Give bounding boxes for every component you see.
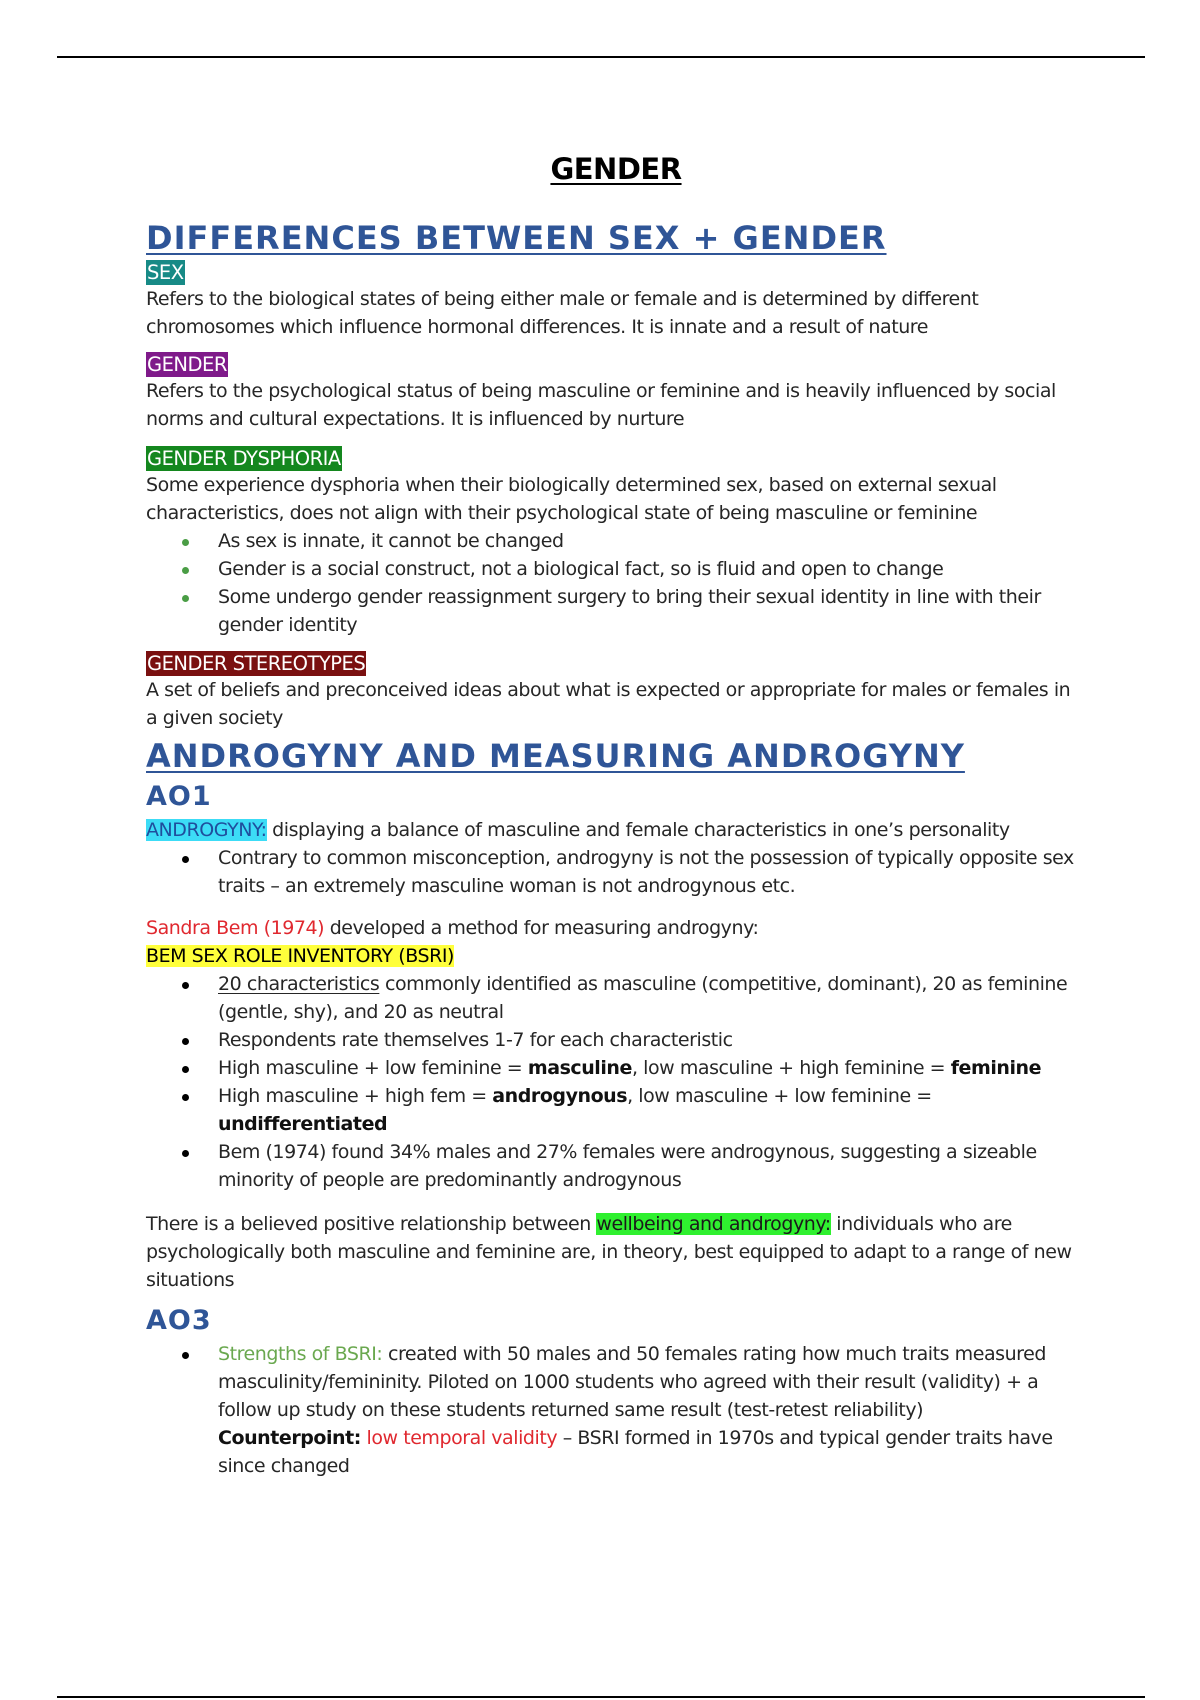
sex-definition: Refers to the biological states of being either male or female and is determined by different chromosomes which influence hormonal differences. It is innate and a result of nature xyxy=(146,288,979,338)
bsri-bullets xyxy=(146,970,1086,1194)
androgyny-term: ANDROGYNY: xyxy=(146,819,267,841)
strength-label: Strengths of BSRI: xyxy=(218,1343,383,1365)
label-gender: GENDER xyxy=(147,353,227,376)
bullet-icon xyxy=(182,856,189,863)
dysphoria-definition: Some experience dysphoria when their biologically determined sex, based on external sexual characteristics, does not align with their psychological state of being masculine or feminine xyxy=(146,474,997,524)
bsri-label-line xyxy=(146,942,1086,970)
label-gender-stereotypes: GENDER STEREOTYPES xyxy=(147,652,366,675)
list-item: 20 characteristics commonly identified as masculine (competitive, dominant), 20 as feminine (gentle, shy), and 20 as neutral xyxy=(146,970,1086,1026)
bullet-icon xyxy=(182,539,189,546)
document-title: GENDER xyxy=(550,152,682,186)
androgyny-bullets xyxy=(146,844,1086,900)
list-item: Gender is a social construct, not a biological fact, so is fluid and open to change xyxy=(146,555,1086,583)
bullet-icon xyxy=(182,1066,189,1073)
researcher-name: Sandra Bem (1974) xyxy=(146,917,325,939)
androgyny-definition: ANDROGYNY: displaying a balance of masculine and female characteristics in one’s personality xyxy=(146,819,1010,841)
list-item: High masculine + low feminine = masculine, low masculine + high feminine = feminine xyxy=(146,1054,1086,1082)
heading-differences: DIFFERENCES BETWEEN SEX + GENDER xyxy=(146,219,887,257)
bem-intro: Sandra Bem (1974) developed a method for measuring androgyny: xyxy=(146,917,759,939)
bullet-icon xyxy=(182,982,189,989)
list-item: High masculine + high fem = androgynous, low masculine + low feminine = undifferentiated xyxy=(146,1082,1086,1138)
bullet-icon xyxy=(182,1150,189,1157)
label-gender-dysphoria: GENDER DYSPHORIA xyxy=(147,447,341,470)
bullet-icon xyxy=(182,1352,189,1359)
top-rule xyxy=(57,56,1145,58)
bottom-rule xyxy=(57,1696,1145,1698)
gender-definition: Refers to the psychological status of being masculine or feminine and is heavily influenced by social norms and cultural expectations. It is influenced by nurture xyxy=(146,380,1056,430)
label-sex: SEX xyxy=(147,261,184,284)
wellbeing-paragraph: There is a believed positive relationship between wellbeing and androgyny: individuals who are psychologically both masculine and feminine are, in theory, best equipped to adapt to a range of new situations xyxy=(146,1213,1072,1291)
stereotypes-definition: A set of beliefs and preconceived ideas about what is expected or appropriate for males or females in a given society xyxy=(146,679,1071,729)
dysphoria-bullets xyxy=(146,527,1086,639)
list-item: Contrary to common misconception, androgyny is not the possession of typically opposite sex traits – an extremely masculine woman is not androgynous etc. xyxy=(146,844,1086,900)
bsri-label: BEM SEX ROLE INVENTORY (BSRI) xyxy=(146,945,454,967)
bullet-icon xyxy=(182,1038,189,1045)
list-item: Strengths of BSRI: created with 50 males and 50 females rating how much traits measured masculinity/femininity. Piloted on 1000 students who agreed with their result (validity) + a follow up study on these students returned same result (test-retest reliability) Counterpoint: low temporal validity – BSRI formed in 1970s and typical gender traits have since changed xyxy=(146,1340,1086,1480)
heading-ao1: AO1 xyxy=(146,781,212,812)
bullet-icon xyxy=(182,595,189,602)
list-item: Bem (1974) found 34% males and 27% females were androgynous, suggesting a sizeable minority of people are predominantly androgynous xyxy=(146,1138,1086,1194)
list-item: Respondents rate themselves 1-7 for each characteristic xyxy=(146,1026,1086,1054)
wellbeing-highlight: wellbeing and androgyny: xyxy=(596,1213,831,1235)
ao3-bullets xyxy=(146,1340,1086,1480)
list-item: Some undergo gender reassignment surgery to bring their sexual identity in line with their gender identity xyxy=(146,583,1086,639)
counterpoint-label: Counterpoint: xyxy=(218,1427,361,1449)
document-body xyxy=(146,148,1086,1480)
list-item: As sex is innate, it cannot be changed xyxy=(146,527,1086,555)
heading-ao3: AO3 xyxy=(146,1305,212,1336)
bullet-icon xyxy=(182,1094,189,1101)
bullet-icon xyxy=(182,567,189,574)
heading-androgyny: ANDROGYNY AND MEASURING ANDROGYNY xyxy=(146,737,965,775)
